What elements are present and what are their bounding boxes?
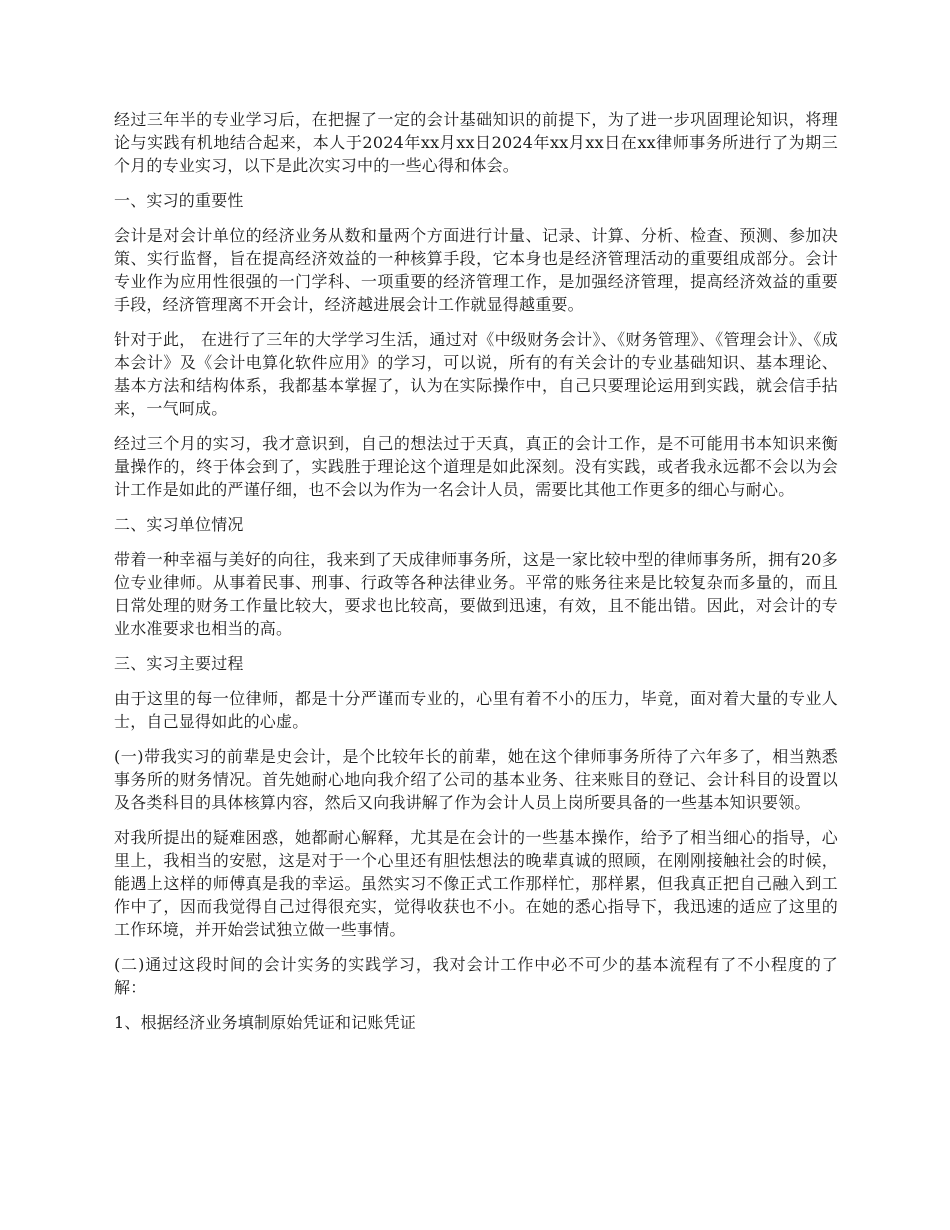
workflow-paragraph: (二)通过这段时间的会计实务的实践学习，我对会计工作中必不可少的基本流程有了不小程度的了解： xyxy=(114,955,838,997)
section-heading-process: 三、实习主要过程 xyxy=(114,654,244,673)
university-study-paragraph: 针对于此， 在进行了三年的大学学习生活，通过对《中级财务会计》、《财务管理》、《管理会计》、《成本会计》及《会计电算化软件应用》的学习，可以说，所有的有关会计的专业基础知识、基本理论、基本方法和结构体系，我都基本掌握了，认为在实际操作中，自己只要理论运用到实践，就会信手拈来，一气呵成。 xyxy=(114,330,838,418)
pressure-paragraph: 由于这里的每一位律师，都是十分严谨而专业的，心里有着不小的压力，毕竟，面对着大量的专业人士，自己显得如此的心虚。 xyxy=(114,689,838,731)
section-heading-unit: 二、实习单位情况 xyxy=(114,515,244,534)
realization-paragraph: 经过三个月的实习，我才意识到，自己的想法过于天真，真正的会计工作，是不可能用书本知识来衡量操作的，终于体会到了，实践胜于理论这个道理是如此深刻。没有实践，或者我永远都不会以为会计工作是如此的严谨仔细，也不会以为作为一名会计人员，需要比其他工作更多的细心与耐心。 xyxy=(114,434,838,499)
section-heading-importance: 一、实习的重要性 xyxy=(114,191,244,210)
subsection-heading-vouchers: 1、根据经济业务填制原始凭证和记账凭证 xyxy=(114,1013,416,1032)
mentor-paragraph: (一)带我实习的前辈是史会计，是个比较年长的前辈，她在这个律师事务所待了六年多了，相当熟悉事务所的财务情况。首先她耐心地向我介绍了公司的基本业务、往来账目的登记、会计科目的设置以及各类科目的具体核算内容，然后又向我讲解了作为会计人员上岗所要具备的一些基本知识要领。 xyxy=(114,747,838,812)
law-firm-paragraph: 带着一种幸福与美好的向往，我来到了天成律师事务所，这是一家比较中型的律师事务所，拥有20多位专业律师。从事着民事、刑事、行政等各种法律业务。平常的账务往来是比较复杂而多量的，而且日常处理的财务工作量比较大，要求也比较高，要做到迅速，有效，且不能出错。因此，对会计的专业水准要求也相当的高。 xyxy=(114,550,838,638)
accounting-definition-paragraph: 会计是对会计单位的经济业务从数和量两个方面进行计量、记录、计算、分析、检查、预测、参加决策、实行监督，旨在提高经济效益的一种核算手段，它本身也是经济管理活动的重要组成部分。会计专业作为应用性很强的一门学科、一项重要的经济管理工作，是加强经济管理，提高经济效益的重要手段，经济管理离不开会计，经济越进展会计工作就显得越重要。 xyxy=(114,226,838,314)
intro-paragraph: 经过三年半的专业学习后，在把握了一定的会计基础知识的前提下，为了进一步巩固理论知识，将理论与实践有机地结合起来，本人于2024年xx月xx日2024年xx月xx日在xx律师事务所进行了为期三个月的专业实习，以下是此次实习中的一些心得和体会。 xyxy=(114,110,838,175)
guidance-paragraph: 对我所提出的疑难困惑，她都耐心解释，尤其是在会计的一些基本操作，给予了相当细心的指导，心里上，我相当的安慰，这是对于一个心里还有胆怯想法的晚辈真诚的照顾，在刚刚接触社会的时候，能遇上这样的师傅真是我的幸运。虽然实习不像正式工作那样忙，那样累，但我真正把自己融入到工作中了，因而我觉得自己过得很充实，觉得收获也不小。在她的悉心指导下，我迅速的适应了这里的工作环境，并开始尝试独立做一些事情。 xyxy=(114,828,838,939)
document-page xyxy=(114,108,838,1046)
